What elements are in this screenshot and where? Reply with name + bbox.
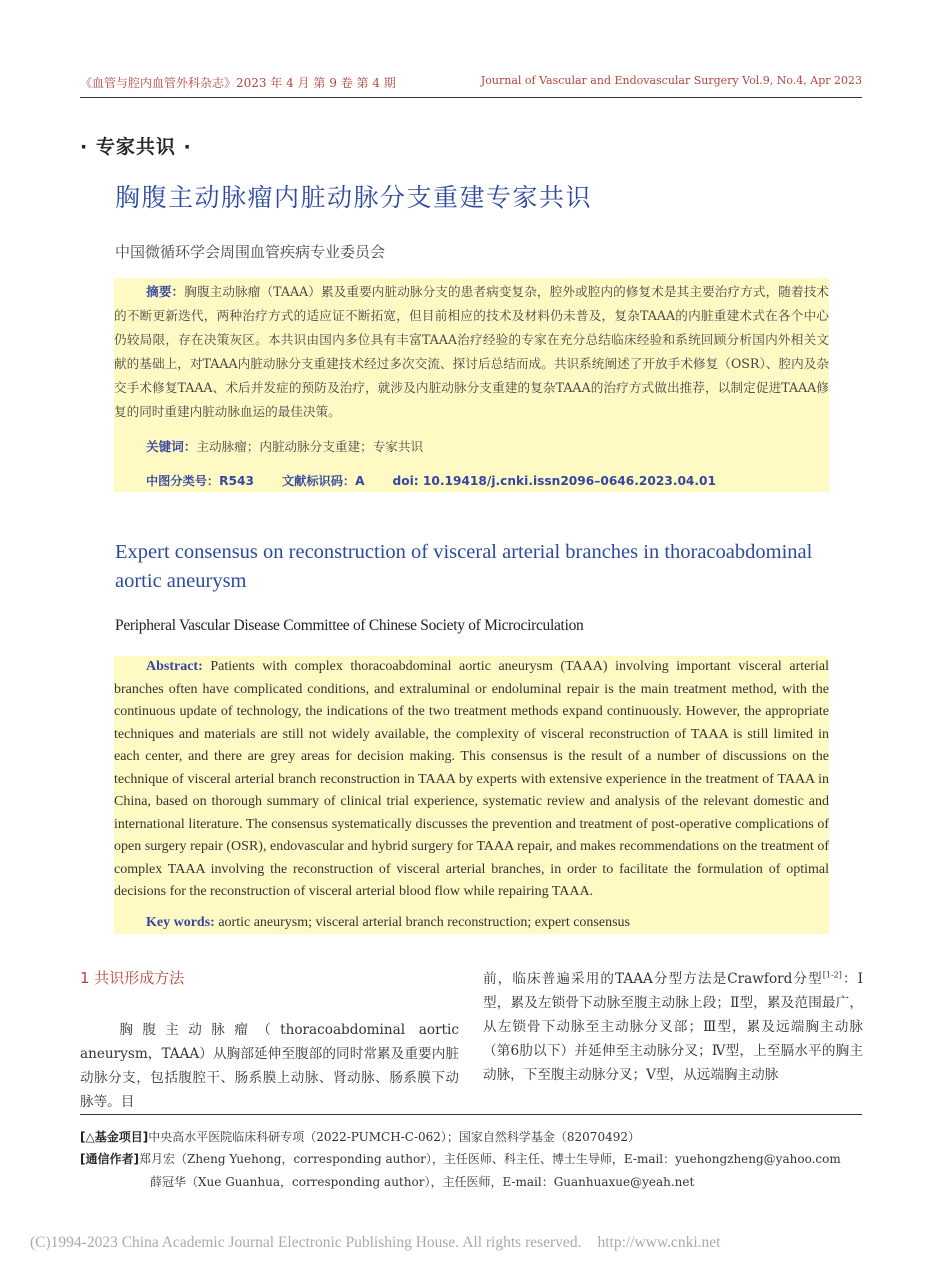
- header-rule: [80, 97, 862, 98]
- abstract-cn-text: 胸腹主动脉瘤（TAAA）累及重要内脏动脉分支的患者病变复杂，腔外或腔内的修复术是其主要治疗方式，随着技术的不断更新迭代，两种治疗方式的适应证不断拓宽，但目前相应的技术及材料仍未普及，复杂TAAA的内脏重建术式在各个中心仍较局限，存在决策灰区。本共识由国内多位具有丰富TAAA治疗经验的专家在充分总结临床经验和系统回顾分析国内外相关文献的基础上，对TAAA内脏动脉分支重建技术经过多次交流、探讨后总结而成。共识系统阐述了开放手术修复（OSR）、腔内及杂交手术修复TAAA、术后并发症的预防及治疗，就涉及内脏动脉分支重建的复杂TAAA的治疗方式做出推荐，以制定促进TAAA修复的同时重建内脏动脉血运的最佳决策。: [114, 284, 830, 419]
- clc-number: 中图分类号：R543: [146, 474, 254, 488]
- fund-text: 中央高水平医院临床科研专项（2022-PUMCH-C-062）；国家自然科学基金（82070492）: [148, 1130, 640, 1144]
- abstract-cn: [114, 280, 829, 424]
- section-tag: · 专家共识 ·: [80, 136, 192, 158]
- abstract-cn-box: [114, 278, 829, 492]
- journal-header-en: Journal of Vascular and Endovascular Surgery Vol.9, No.4, Apr 2023: [480, 74, 862, 87]
- footnote-corresponding-2: 薛冠华（Xue Guanhua，corresponding author），主任医师，E-mail：Guanhuaxue@yeah.net: [150, 1175, 695, 1189]
- body-column-left: [80, 1018, 459, 1114]
- keywords-cn: [146, 436, 423, 455]
- body-column-right: [483, 967, 863, 1087]
- body-right-text-2: ：Ⅰ型，累及左锁骨下动脉至腹主动脉上段；Ⅱ型，累及范围最广，从左锁骨下动脉至主动脉分叉部；Ⅲ型，累及远端胸主动脉（第6肋以下）并延伸至主动脉分叉；Ⅳ型，上至膈水平的胸主动脉，下至腹主动脉分叉；Ⅴ型，从远端胸主动脉: [483, 971, 863, 1083]
- author-cn: 中国微循环学会周围血管疾病专业委员会: [115, 243, 386, 261]
- footnote-rule: [80, 1114, 862, 1115]
- corresponding-author-1: 郑月宏（Zheng Yuehong，corresponding author），主任医师、科主任、博士生导师，E-mail：yuehongzheng@yahoo.com: [138, 1152, 841, 1166]
- abstract-cn-label: 摘要：: [146, 284, 185, 299]
- author-en: Peripheral Vascular Disease Committee of Chinese Society of Microcirculation: [115, 617, 584, 634]
- keywords-en: [146, 915, 630, 931]
- keywords-cn-text: 主动脉瘤；内脏动脉分支重建；专家共识: [196, 439, 424, 454]
- copyright-text: (C)1994-2023 China Academic Journal Electronic Publishing House. All rights reserved.: [30, 1234, 582, 1251]
- keywords-en-text: aortic aneurysm; visceral arterial branch reconstruction; expert consensus: [214, 915, 630, 930]
- footnote-fund: [80, 1128, 640, 1145]
- cnki-link[interactable]: http://www.cnki.net: [597, 1234, 721, 1251]
- copyright-footer: [30, 1234, 720, 1252]
- citation-ref[interactable]: [1-2]: [822, 970, 842, 980]
- abstract-en-box: [114, 656, 829, 934]
- footnote-corresponding-1: [80, 1150, 841, 1167]
- doi-link[interactable]: doi: 10.19418/j.cnki.issn2096–0646.2023.04.01: [392, 474, 716, 488]
- document-code: 文献标识码：A: [281, 474, 365, 488]
- keywords-en-label: Key words:: [146, 915, 215, 930]
- abstract-en: [114, 656, 829, 904]
- keywords-cn-label: 关键词：: [146, 439, 197, 454]
- abstract-en-text: Patients with complex thoracoabdominal aortic aneurysm (TAAA) involving important visceral arterial branches often have complicated conditions, and extraluminal or endoluminal repair is the main treatment method, with the continuous update of technology, the indications of the two treatment methods expand continuously. However, the appropriate techniques and materials are still not widely available, the complexity of visceral reconstruction of TAAA is still limited in each center, and there are grey areas for decision making. This consensus is the result of a number of discussions on the technique of visceral arterial branch reconstruction in TAAA by experts with extensive experience in the treatment of TAAA in China, based on thorough summary of clinical trial experience, systematic review and analysis of the relevant domestic and international literature. The consensus systematically discusses the prevention and treatment of post-operative complications of open surgery repair (OSR), endovascular and hybrid surgery for TAAA repair, and makes recommendations on the treatment of complex TAAA involving the reconstruction of visceral arterial branches, in order to facilitate the formulation of optimal decisions for the reconstruction of visceral arterial blood flow while repairing TAAA.: [114, 659, 829, 899]
- article-title-en: Expert consensus on reconstruction of visceral arterial branches in thoracoabdominal aortic aneurysm: [115, 541, 813, 592]
- journal-header-cn: 《血管与腔内血管外科杂志》2023 年 4 月 第 9 卷 第 4 期: [80, 76, 396, 90]
- section-1-heading: 1 共识形成方法: [80, 969, 185, 987]
- article-title-cn: 胸腹主动脉瘤内脏动脉分支重建专家共识: [115, 183, 593, 212]
- body-left-text: 胸腹主动脉瘤（thoracoabdominal aortic aneurysm，TAAA）从胸部延伸至腹部的同时常累及重要内脏动脉分支，包括腹腔干、肠系膜上动脉、肾动脉、肠系膜下动脉等。目: [80, 1022, 459, 1110]
- abstract-en-label: Abstract:: [146, 659, 203, 674]
- classification-row: [146, 472, 716, 489]
- corresponding-label: [通信作者]: [80, 1152, 139, 1166]
- fund-label: [△基金项目]: [80, 1130, 149, 1144]
- body-right-text-1: 前，临床普遍采用的TAAA分型方法是Crawford分型: [483, 971, 823, 987]
